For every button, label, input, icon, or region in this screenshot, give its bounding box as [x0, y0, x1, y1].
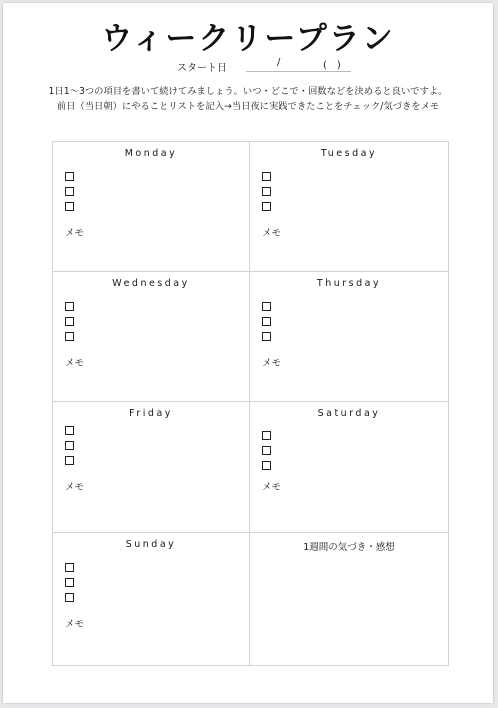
weekly-grid: [52, 141, 449, 666]
day-label: Monday: [124, 148, 178, 159]
memo-label: メモ: [262, 482, 282, 493]
memo-label: メモ: [65, 482, 85, 493]
checkbox[interactable]: [65, 187, 74, 196]
checkbox[interactable]: [65, 426, 74, 435]
checkbox[interactable]: [262, 187, 271, 196]
checkbox[interactable]: [65, 578, 74, 587]
memo-label: メモ: [262, 228, 282, 239]
checkbox-list: [262, 302, 271, 347]
day-cell-thursday: [250, 272, 448, 402]
day-cell-sunday: [53, 533, 250, 665]
day-label: Friday: [129, 408, 173, 419]
day-label: Saturday: [317, 408, 381, 419]
checkbox[interactable]: [65, 317, 74, 326]
checkbox-list: [65, 563, 74, 608]
day-label: Sunday: [125, 539, 177, 550]
instruction-line-2: 前日（当日朝）にやることリストを記入→当日夜に実践できたことをチェック/気づきをメモ: [56, 101, 440, 112]
day-label: Thursday: [316, 278, 382, 289]
checkbox[interactable]: [65, 302, 74, 311]
start-date-field[interactable]: [246, 71, 351, 72]
checkbox[interactable]: [262, 332, 271, 341]
day-label: Wednesday: [112, 278, 190, 289]
memo-label: メモ: [262, 358, 282, 369]
checkbox[interactable]: [262, 446, 271, 455]
day-cell-wednesday: [53, 272, 250, 402]
checkbox[interactable]: [65, 332, 74, 341]
day-cell-tuesday: [250, 142, 448, 272]
checkbox[interactable]: [262, 317, 271, 326]
checkbox[interactable]: [262, 302, 271, 311]
checkbox[interactable]: [262, 202, 271, 211]
checkbox[interactable]: [262, 172, 271, 181]
checkbox[interactable]: [65, 441, 74, 450]
weekly-reflection-cell[interactable]: [250, 533, 448, 665]
instructions: [3, 84, 493, 114]
page-title: ウィークリープラン: [101, 21, 395, 57]
checkbox[interactable]: [65, 202, 74, 211]
checkbox[interactable]: [65, 593, 74, 602]
checkbox-list: [65, 426, 74, 471]
day-cell-monday: [53, 142, 250, 272]
start-weekday-parens: ( ): [323, 60, 341, 71]
day-cell-saturday: [250, 402, 448, 533]
memo-label: メモ: [65, 228, 85, 239]
day-cell-friday: [53, 402, 250, 533]
memo-label: メモ: [65, 619, 85, 630]
checkbox-list: [262, 431, 271, 476]
checkbox[interactable]: [262, 431, 271, 440]
planner-sheet: [3, 3, 493, 703]
checkbox-list: [65, 172, 74, 217]
instruction-line-1: 1日1〜3つの項目を書いて続けてみましょう。いつ・どこで・回数などを決めると良いですよ。: [48, 86, 448, 97]
checkbox[interactable]: [262, 461, 271, 470]
memo-label: メモ: [65, 358, 85, 369]
start-date-slash: /: [277, 57, 281, 68]
start-date-label: スタート日: [177, 63, 227, 74]
checkbox[interactable]: [65, 563, 74, 572]
checkbox[interactable]: [65, 456, 74, 465]
checkbox[interactable]: [65, 172, 74, 181]
weekly-reflection-title: 1週間の気づき・感想: [303, 542, 395, 553]
day-label: Tuesday: [320, 148, 378, 159]
checkbox-list: [65, 302, 74, 347]
checkbox-list: [262, 172, 271, 217]
